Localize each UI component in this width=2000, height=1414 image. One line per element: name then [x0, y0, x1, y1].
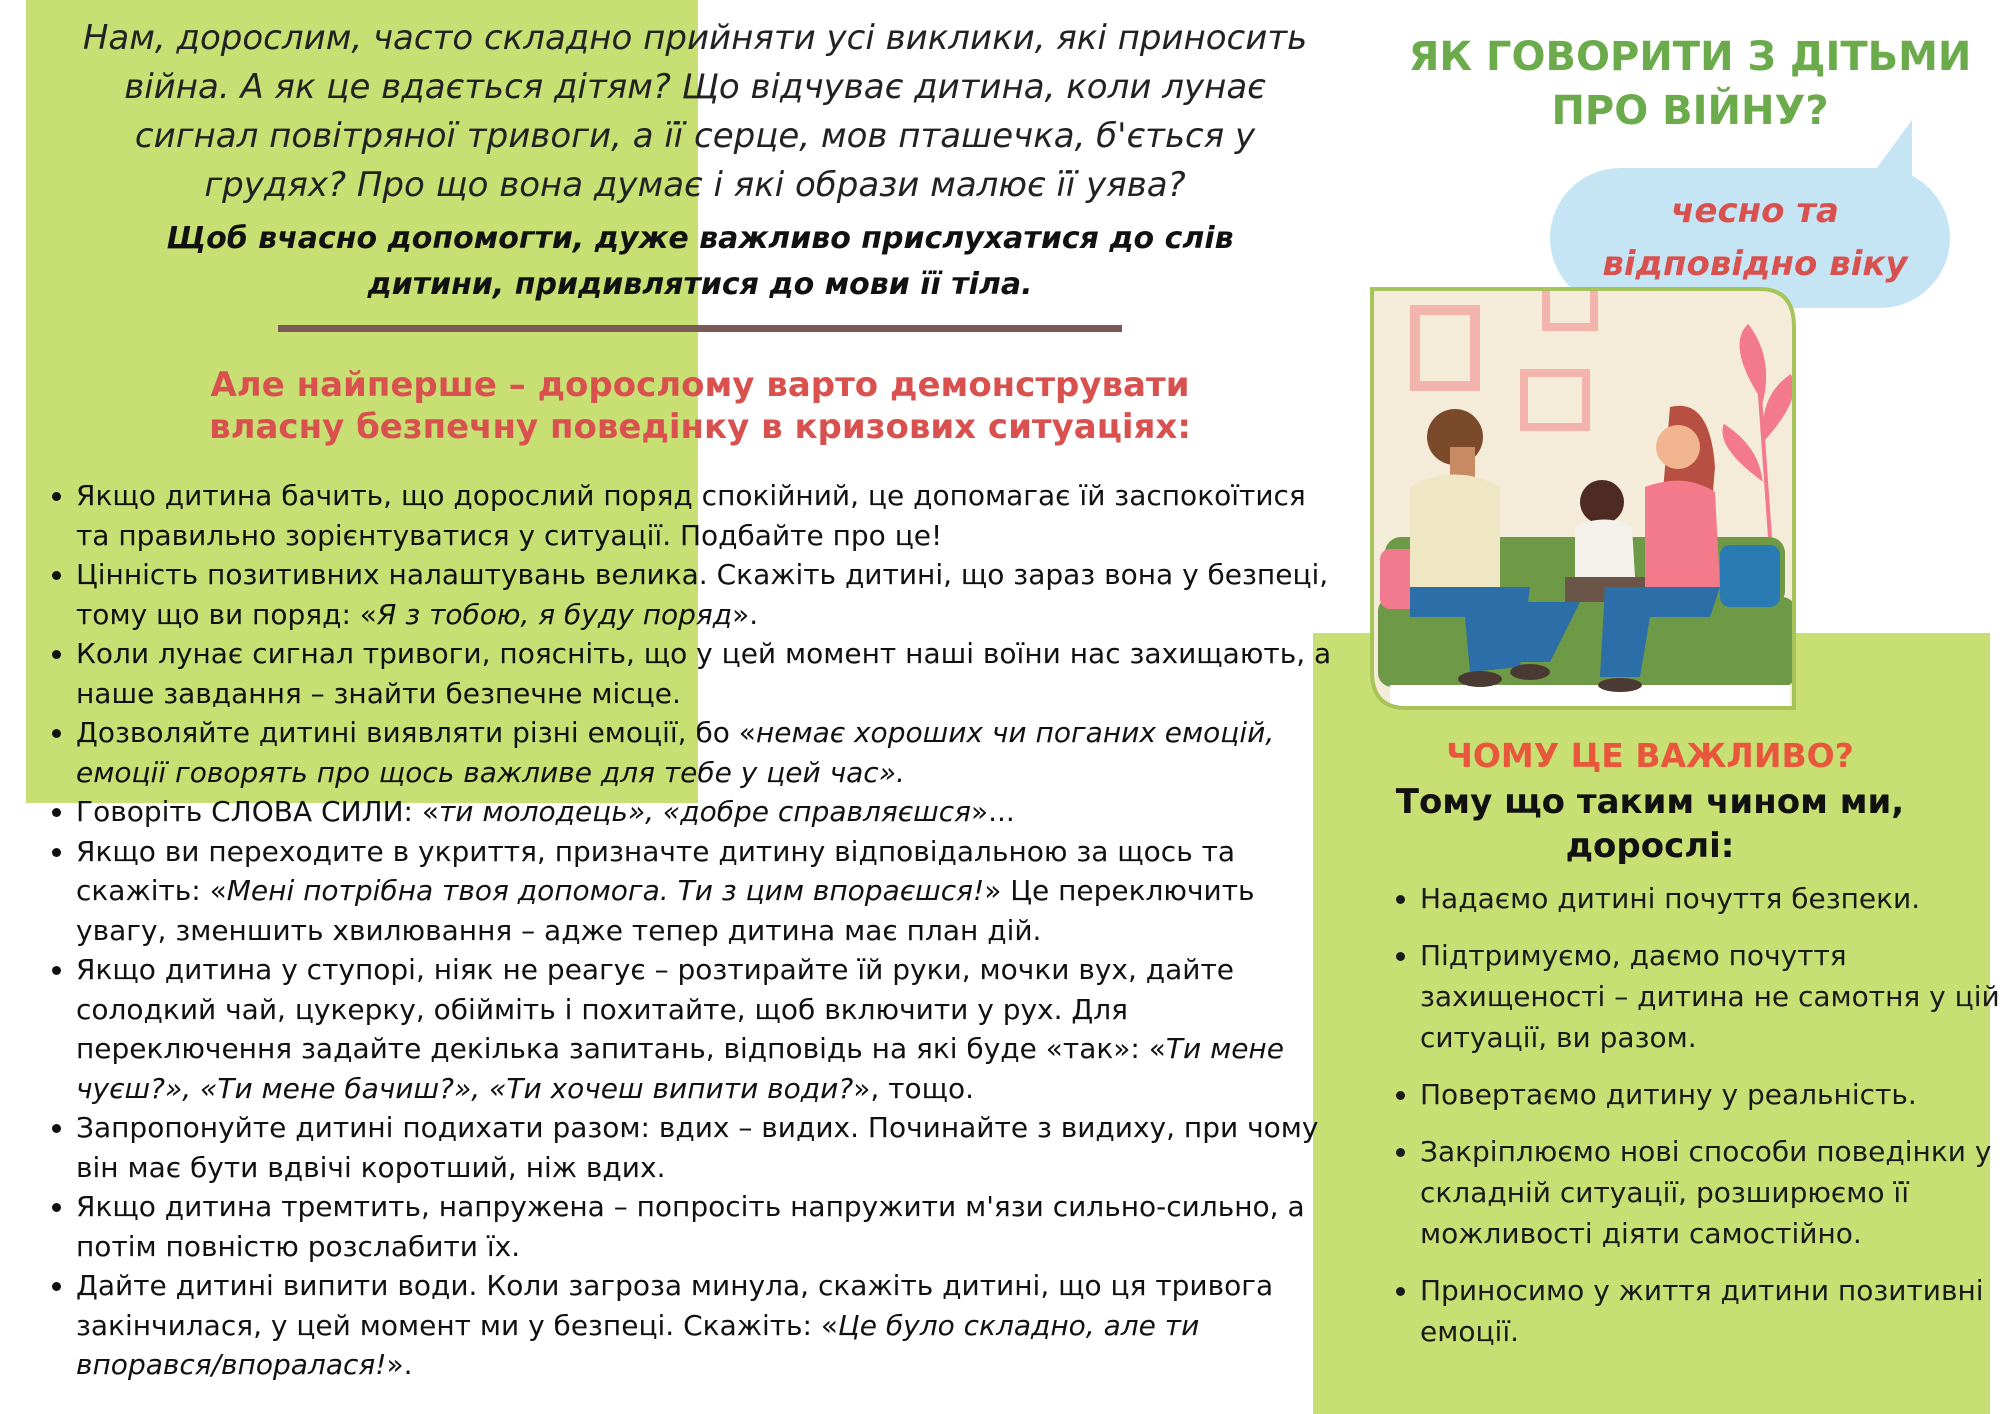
- list-item: • Цінність позитивних налаштувань велика. Скажіть дитині, що зараз вона у безпеці, тому що ви поряд: «Я з тобою, я буду поряд».: [76, 555, 1346, 634]
- list-item: • Запропонуйте дитині подихати разом: вдих – видих. Починайте з видиху, при чому він має бути вдвічі коротший, ніж вдих.: [76, 1108, 1346, 1187]
- list-item: • Підтримуємо, даємо почуття захищеності – дитина не самотня у цій ситуації, ви разом.: [1420, 935, 2000, 1058]
- family-on-sofa-illustration: [1370, 287, 1796, 710]
- list-item: • Якщо ви переходите в укриття, призначте дитину відповідальною за щось та скажіть: «Мені потрібна твоя допомога. Ти з цим впораєшся!» Це переключить увагу, зменшить хвилювання – адже тепер дитина має план дій.: [76, 832, 1346, 951]
- list-item: • Якщо дитина бачить, що дорослий поряд спокійний, це допомагає їй заспокоїтися та правильно зорієнтуватися у ситуації. Подбайте про це!: [76, 476, 1346, 555]
- intro-paragraph: Нам, дорослим, часто складно прийняти усі виклики, які приносить війна. А як це вдається дітям? Що відчуває дитина, коли лунає сигнал повітряної тривоги, а її серце, мов пташечка, б'ється у грудях? Про що вона думає і які образи малює її уява?: [82, 18, 1308, 205]
- intro-emphasis: Щоб вчасно допомогти, дуже важливо прислухатися до слів дитини, придивлятися до мови її тіла.: [166, 221, 1234, 302]
- list-item: • Дайте дитині випити води. Коли загроза минула, скажіть дитині, що ця тривога закінчилася, у цей момент ми у безпеці. Скажіть: «Це було складно, але ти впорався/впоралася!».: [76, 1266, 1346, 1385]
- list-item: • Надаємо дитині почуття безпеки.: [1420, 878, 2000, 919]
- section-divider: [278, 325, 1122, 332]
- tips-heading: Але найперше – дорослому варто демонструвати власну безпечну поведінку в кризових ситуаціях:: [209, 365, 1191, 447]
- why-important-heading: ЧОМУ ЦЕ ВАЖЛИВО?: [1446, 736, 1854, 775]
- list-item: • Повертаємо дитину у реальність.: [1420, 1074, 2000, 1115]
- list-item: • Коли лунає сигнал тривоги, поясніть, що у цей момент наші воїни нас захищають, а наше завдання – знайти безпечне місце.: [76, 634, 1346, 713]
- reasons-list: [1380, 878, 2000, 1368]
- list-item: • Якщо дитина у ступорі, ніяк не реагує – розтирайте їй руки, мочки вух, дайте солодкий чай, цукерку, обійміть і похитайте, щоб включити у рух. Для переключення задайте декілька запитань, відповідь на які буде «так»: «Ти мене чуєш?», «Ти мене бачиш?», «Ти хочеш випити води?», тощо.: [76, 950, 1346, 1108]
- list-item: • Приносимо у життя дитини позитивні емоції.: [1420, 1270, 2000, 1352]
- list-item: • Говоріть СЛОВА СИЛИ: «ти молодець», «добре справляєшся»...: [76, 792, 1346, 832]
- list-item: • Закріплюємо нові способи поведінки у складній ситуації, розширюємо її можливості діяти самостійно.: [1420, 1131, 2000, 1254]
- speech-bubble-text: чесно та відповідно віку: [1602, 191, 1908, 284]
- why-important-subheading: Тому що таким чином ми, дорослі:: [1395, 782, 1905, 866]
- list-item: • Якщо дитина тремтить, напружена – попросіть напружити м'язи сильно-сильно, а потім повністю розслабити їх.: [76, 1187, 1346, 1266]
- tips-list: [30, 476, 1346, 1385]
- page-title: ЯК ГОВОРИТИ З ДІТЬМИ ПРО ВІЙНУ?: [1408, 34, 1972, 134]
- list-item: • Дозволяйте дитині виявляти різні емоції, бо «немає хороших чи поганих емоцій, емоції говорять про щось важливе для тебе у цей час».: [76, 713, 1346, 792]
